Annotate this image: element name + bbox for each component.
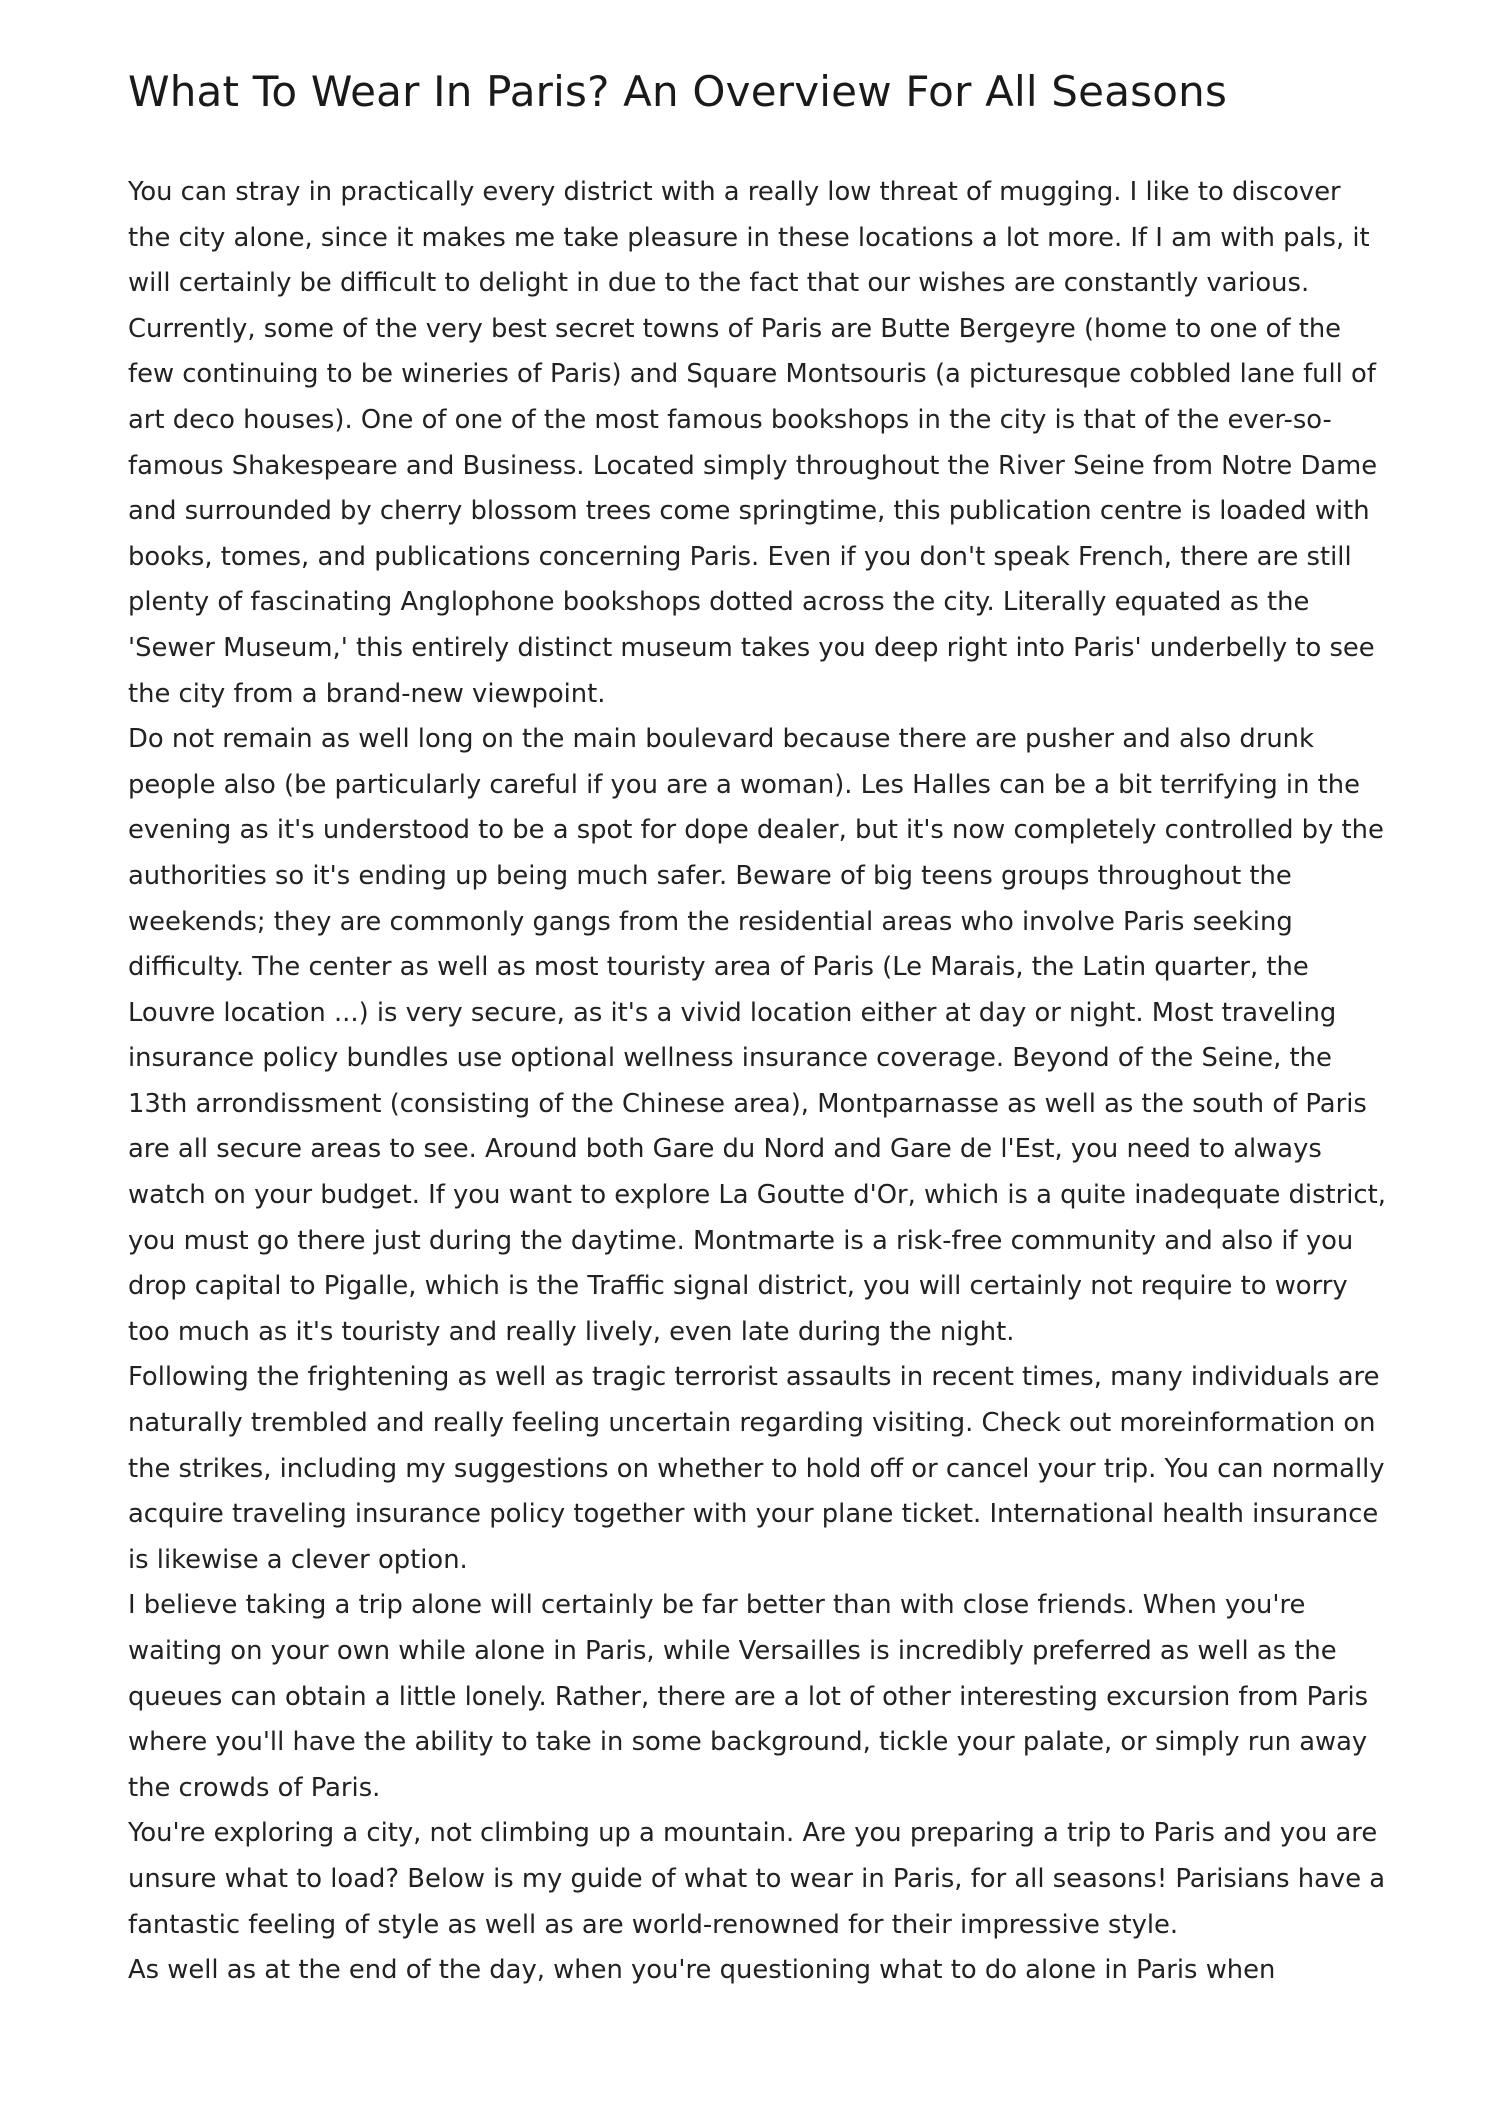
- paragraph-2: Do not remain as well long on the main boulevard because there are pusher and also drunk people also (be particularly careful if you are a woman). Les Halles can be a bit terrifying in the evening as it's understood to be a spot for dope dealer, but it's now completely controlled by the authorities so it's ending up being much safer. Beware of big teens groups throughout the weekends; they are commonly gangs from the residential areas who involve Paris seeking difficulty. The center as well as most touristy area of Paris (Le Marais, the Latin quarter, the Louvre location ...) is very secure, as it's a vivid location either at day or night. Most traveling insurance policy bundles use optional wellness insurance coverage. Beyond of the Seine, the 13th arrondissment (consisting of the Chinese area), Montparnasse as well as the south of Paris are all secure areas to see. Around both Gare du Nord and Gare de l'Est, you need to always watch on your budget. If you want to explore La Goutte d'Or, which is a quite inadequate district, you must go there just during the daytime. Montmarte is a risk-free community and also if you drop capital to Pigalle, which is the Traffic signal district, you will certainly not require to worry too much as it's touristy and really lively, even late during the night.: [128, 724, 1386, 1347]
- article-body: [128, 170, 1390, 1994]
- paragraph-5: You're exploring a city, not climbing up a mountain. Are you preparing a trip to Paris and you are unsure what to load? Below is my guide of what to wear in Paris, for all seasons! Parisians have a fantastic feeling of style as well as are world-renowned for their impressive style.: [128, 1818, 1386, 1940]
- paragraph-3: Following the frightening as well as tragic terrorist assaults in recent times, many individuals are naturally trembled and really feeling uncertain regarding visiting. Check out moreinformation on the strikes, including my suggestions on whether to hold off or cancel your trip. You can normally acquire traveling insurance policy together with your plane ticket. International health insurance is likewise a clever option.: [128, 1362, 1385, 1575]
- paragraph-6: As well as at the end of the day, when you're questioning what to do alone in Paris when: [128, 1955, 1276, 1986]
- paragraph-4: I believe taking a trip alone will certainly be far better than with close friends. When you're waiting on your own while alone in Paris, while Versailles is incredibly preferred as well as the queues can obtain a little lonely. Rather, there are a lot of other interesting excursion from Paris where you'll have the ability to take in some background, tickle your palate, or simply run away the crowds of Paris.: [128, 1590, 1369, 1803]
- document-page: [128, 62, 1390, 1994]
- paragraph-1: You can stray in practically every district with a really low threat of mugging. I like to discover the city alone, since it makes me take pleasure in these locations a lot more. If I am with pals, it will certainly be difficult to delight in due to the fact that our wishes are constantly various. Currently, some of the very best secret towns of Paris are Butte Bergeyre (home to one of the few continuing to be wineries of Paris) and Square Montsouris (a picturesque cobbled lane full of art deco houses). One of one of the most famous bookshops in the city is that of the ever-so-famous Shakespeare and Business. Located simply throughout the River Seine from Notre Dame and surrounded by cherry blossom trees come springtime, this publication centre is loaded with books, tomes, and publications concerning Paris. Even if you don't speak French, there are still plenty of fascinating Anglophone bookshops dotted across the city. Literally equated as the 'Sewer Museum,' this entirely distinct museum takes you deep right into Paris' underbelly to see the city from a brand-new viewpoint.: [128, 177, 1378, 709]
- page-title: What To Wear In Paris? An Overview For All Seasons: [128, 67, 1228, 116]
